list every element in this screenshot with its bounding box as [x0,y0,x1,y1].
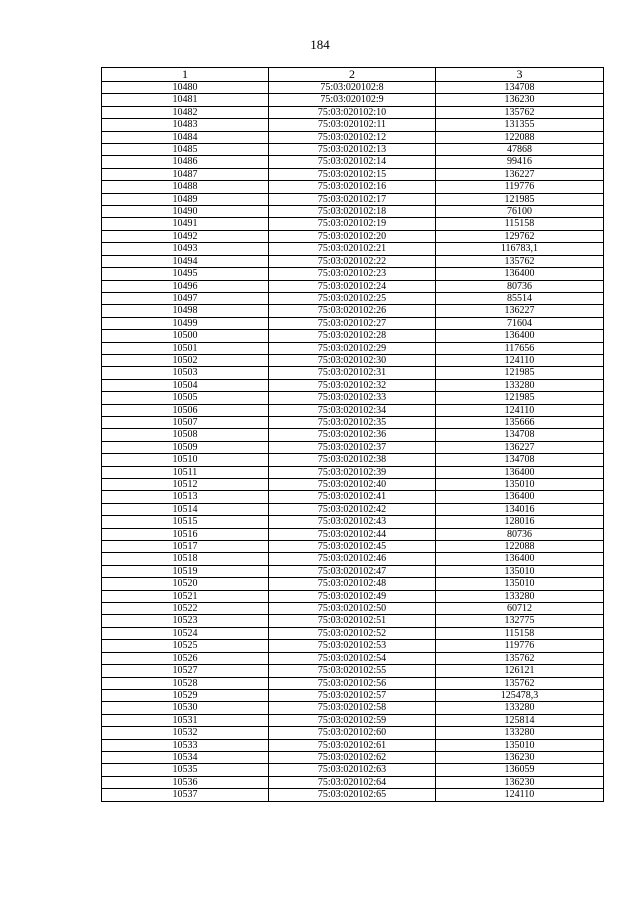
value-cell: 134708 [436,429,604,441]
value-cell: 135762 [436,677,604,689]
row-number-cell: 10525 [102,640,269,652]
table-row [102,292,604,304]
cadastral-number-cell: 75:03:020102:31 [269,367,436,379]
table-row [102,615,604,627]
value-cell: 135762 [436,106,604,118]
row-number-cell: 10527 [102,665,269,677]
value-cell: 121985 [436,367,604,379]
value-cell: 124110 [436,404,604,416]
cadastral-number-cell: 75:03:020102:33 [269,392,436,404]
cadastral-number-cell: 75:03:020102:11 [269,119,436,131]
value-cell: 136227 [436,441,604,453]
cadastral-number-cell: 75:03:020102:45 [269,541,436,553]
data-table [101,67,604,802]
table-row [102,565,604,577]
value-cell: 76100 [436,206,604,218]
cadastral-number-cell: 75:03:020102:15 [269,168,436,180]
row-number-cell: 10501 [102,342,269,354]
row-number-cell: 10526 [102,652,269,664]
value-cell: 136230 [436,751,604,763]
cadastral-number-cell: 75:03:020102:32 [269,379,436,391]
row-number-cell: 10515 [102,516,269,528]
table-row [102,689,604,701]
table-row [102,156,604,168]
cadastral-number-cell: 75:03:020102:24 [269,280,436,292]
cadastral-number-cell: 75:03:020102:26 [269,305,436,317]
table-row [102,727,604,739]
cadastral-number-cell: 75:03:020102:16 [269,181,436,193]
value-cell: 119776 [436,181,604,193]
row-number-cell: 10530 [102,702,269,714]
table-row [102,392,604,404]
row-number-cell: 10532 [102,727,269,739]
table-row [102,541,604,553]
row-number-cell: 10489 [102,193,269,205]
value-cell: 99416 [436,156,604,168]
row-number-cell: 10534 [102,751,269,763]
row-number-cell: 10480 [102,82,269,94]
cadastral-number-cell: 75:03:020102:54 [269,652,436,664]
value-cell: 122088 [436,541,604,553]
table-row [102,305,604,317]
table-row [102,528,604,540]
cadastral-number-cell: 75:03:020102:52 [269,627,436,639]
row-number-cell: 10511 [102,466,269,478]
cadastral-number-cell: 75:03:020102:8 [269,82,436,94]
row-number-cell: 10497 [102,292,269,304]
table-row [102,739,604,751]
value-cell: 136227 [436,168,604,180]
cadastral-number-cell: 75:03:020102:60 [269,727,436,739]
table-row [102,652,604,664]
table-row [102,255,604,267]
row-number-cell: 10491 [102,218,269,230]
table-row [102,603,604,615]
table-row [102,441,604,453]
row-number-cell: 10494 [102,255,269,267]
row-number-cell: 10535 [102,764,269,776]
value-cell: 135010 [436,578,604,590]
cadastral-number-cell: 75:03:020102:43 [269,516,436,528]
cadastral-number-cell: 75:03:020102:47 [269,565,436,577]
value-cell: 135762 [436,652,604,664]
value-cell: 133280 [436,702,604,714]
table-row [102,330,604,342]
value-cell: 136400 [436,330,604,342]
column-header-2: 2 [269,68,436,82]
table-row [102,379,604,391]
table-row [102,168,604,180]
table-row [102,479,604,491]
cadastral-number-cell: 75:03:020102:55 [269,665,436,677]
table-row [102,144,604,156]
table-row [102,206,604,218]
cadastral-number-cell: 75:03:020102:25 [269,292,436,304]
row-number-cell: 10510 [102,454,269,466]
value-cell: 80736 [436,528,604,540]
cadastral-number-cell: 75:03:020102:13 [269,144,436,156]
cadastral-number-cell: 75:03:020102:63 [269,764,436,776]
cadastral-number-cell: 75:03:020102:10 [269,106,436,118]
table-body [102,82,604,802]
row-number-cell: 10506 [102,404,269,416]
table-row [102,503,604,515]
cadastral-number-cell: 75:03:020102:40 [269,479,436,491]
cadastral-number-cell: 75:03:020102:18 [269,206,436,218]
value-cell: 135010 [436,739,604,751]
value-cell: 136230 [436,776,604,788]
value-cell: 125478,3 [436,689,604,701]
cadastral-number-cell: 75:03:020102:23 [269,268,436,280]
table-row [102,553,604,565]
value-cell: 117656 [436,342,604,354]
row-number-cell: 10518 [102,553,269,565]
value-cell: 60712 [436,603,604,615]
row-number-cell: 10529 [102,689,269,701]
table-row [102,516,604,528]
cadastral-number-cell: 75:03:020102:35 [269,416,436,428]
cadastral-number-cell: 75:03:020102:51 [269,615,436,627]
table-row [102,751,604,763]
row-number-cell: 10522 [102,603,269,615]
table-row [102,367,604,379]
table-row [102,429,604,441]
value-cell: 136400 [436,466,604,478]
row-number-cell: 10533 [102,739,269,751]
table-row [102,702,604,714]
cadastral-number-cell: 75:03:020102:59 [269,714,436,726]
table-row [102,789,604,801]
table-row [102,268,604,280]
table-row [102,354,604,366]
value-cell: 136400 [436,268,604,280]
row-number-cell: 10496 [102,280,269,292]
cadastral-number-cell: 75:03:020102:39 [269,466,436,478]
cadastral-number-cell: 75:03:020102:38 [269,454,436,466]
row-number-cell: 10507 [102,416,269,428]
row-number-cell: 10503 [102,367,269,379]
row-number-cell: 10516 [102,528,269,540]
cadastral-number-cell: 75:03:020102:53 [269,640,436,652]
table-row [102,640,604,652]
value-cell: 124110 [436,789,604,801]
value-cell: 136059 [436,764,604,776]
value-cell: 136230 [436,94,604,106]
table-row [102,491,604,503]
value-cell: 124110 [436,354,604,366]
table-row [102,317,604,329]
cadastral-number-cell: 75:03:020102:42 [269,503,436,515]
cadastral-number-cell: 75:03:020102:28 [269,330,436,342]
cadastral-number-cell: 75:03:020102:29 [269,342,436,354]
table-row [102,764,604,776]
row-number-cell: 10536 [102,776,269,788]
value-cell: 128016 [436,516,604,528]
row-number-cell: 10519 [102,565,269,577]
row-number-cell: 10508 [102,429,269,441]
cadastral-number-cell: 75:03:020102:41 [269,491,436,503]
value-cell: 126121 [436,665,604,677]
value-cell: 135010 [436,479,604,491]
row-number-cell: 10495 [102,268,269,280]
value-cell: 136400 [436,491,604,503]
table-row [102,404,604,416]
value-cell: 71604 [436,317,604,329]
value-cell: 135762 [436,255,604,267]
row-number-cell: 10517 [102,541,269,553]
cadastral-number-cell: 75:03:020102:21 [269,243,436,255]
row-number-cell: 10493 [102,243,269,255]
cadastral-number-cell: 75:03:020102:48 [269,578,436,590]
table-header-row [102,68,604,82]
table-row [102,665,604,677]
value-cell: 135010 [436,565,604,577]
value-cell: 136400 [436,553,604,565]
row-number-cell: 10492 [102,230,269,242]
cadastral-number-cell: 75:03:020102:30 [269,354,436,366]
value-cell: 125814 [436,714,604,726]
table-row [102,94,604,106]
row-number-cell: 10500 [102,330,269,342]
cadastral-number-cell: 75:03:020102:27 [269,317,436,329]
cadastral-number-cell: 75:03:020102:57 [269,689,436,701]
table-row [102,590,604,602]
cadastral-number-cell: 75:03:020102:17 [269,193,436,205]
row-number-cell: 10485 [102,144,269,156]
value-cell: 136227 [436,305,604,317]
row-number-cell: 10512 [102,479,269,491]
table-row [102,714,604,726]
cadastral-number-cell: 75:03:020102:9 [269,94,436,106]
cadastral-number-cell: 75:03:020102:36 [269,429,436,441]
row-number-cell: 10505 [102,392,269,404]
row-number-cell: 10490 [102,206,269,218]
table-row [102,230,604,242]
row-number-cell: 10481 [102,94,269,106]
value-cell: 116783,1 [436,243,604,255]
row-number-cell: 10487 [102,168,269,180]
cadastral-number-cell: 75:03:020102:44 [269,528,436,540]
table-row [102,82,604,94]
row-number-cell: 10528 [102,677,269,689]
cadastral-number-cell: 75:03:020102:49 [269,590,436,602]
cadastral-number-cell: 75:03:020102:56 [269,677,436,689]
cadastral-number-cell: 75:03:020102:20 [269,230,436,242]
value-cell: 133280 [436,727,604,739]
table-row [102,342,604,354]
row-number-cell: 10488 [102,181,269,193]
cadastral-number-cell: 75:03:020102:34 [269,404,436,416]
value-cell: 129762 [436,230,604,242]
value-cell: 121985 [436,392,604,404]
row-number-cell: 10524 [102,627,269,639]
table-row [102,193,604,205]
row-number-cell: 10498 [102,305,269,317]
column-header-3: 3 [436,68,604,82]
table-row [102,627,604,639]
value-cell: 133280 [436,590,604,602]
table-row [102,181,604,193]
cadastral-number-cell: 75:03:020102:14 [269,156,436,168]
table-row [102,106,604,118]
row-number-cell: 10520 [102,578,269,590]
value-cell: 122088 [436,131,604,143]
cadastral-number-cell: 75:03:020102:22 [269,255,436,267]
row-number-cell: 10513 [102,491,269,503]
row-number-cell: 10504 [102,379,269,391]
page-number: 184 [310,37,330,52]
row-number-cell: 10486 [102,156,269,168]
value-cell: 135666 [436,416,604,428]
value-cell: 115158 [436,218,604,230]
table-row [102,119,604,131]
value-cell: 134708 [436,82,604,94]
value-cell: 131355 [436,119,604,131]
table-row [102,466,604,478]
value-cell: 80736 [436,280,604,292]
cadastral-number-cell: 75:03:020102:12 [269,131,436,143]
cadastral-number-cell: 75:03:020102:61 [269,739,436,751]
value-cell: 115158 [436,627,604,639]
table-row [102,677,604,689]
cadastral-number-cell: 75:03:020102:19 [269,218,436,230]
table-row [102,218,604,230]
column-header-1: 1 [102,68,269,82]
row-number-cell: 10499 [102,317,269,329]
row-number-cell: 10482 [102,106,269,118]
table-row [102,243,604,255]
value-cell: 85514 [436,292,604,304]
value-cell: 121985 [436,193,604,205]
cadastral-number-cell: 75:03:020102:64 [269,776,436,788]
row-number-cell: 10483 [102,119,269,131]
table-row [102,280,604,292]
cadastral-number-cell: 75:03:020102:50 [269,603,436,615]
cadastral-number-cell: 75:03:020102:58 [269,702,436,714]
value-cell: 134708 [436,454,604,466]
table-row [102,578,604,590]
table-row [102,454,604,466]
row-number-cell: 10531 [102,714,269,726]
row-number-cell: 10523 [102,615,269,627]
row-number-cell: 10509 [102,441,269,453]
table-row [102,416,604,428]
row-number-cell: 10514 [102,503,269,515]
row-number-cell: 10521 [102,590,269,602]
value-cell: 47868 [436,144,604,156]
row-number-cell: 10502 [102,354,269,366]
row-number-cell: 10484 [102,131,269,143]
row-number-cell: 10537 [102,789,269,801]
cadastral-number-cell: 75:03:020102:62 [269,751,436,763]
value-cell: 133280 [436,379,604,391]
cadastral-number-cell: 75:03:020102:46 [269,553,436,565]
table-row [102,131,604,143]
value-cell: 132775 [436,615,604,627]
table-row [102,776,604,788]
value-cell: 119776 [436,640,604,652]
value-cell: 134016 [436,503,604,515]
cadastral-number-cell: 75:03:020102:37 [269,441,436,453]
cadastral-number-cell: 75:03:020102:65 [269,789,436,801]
